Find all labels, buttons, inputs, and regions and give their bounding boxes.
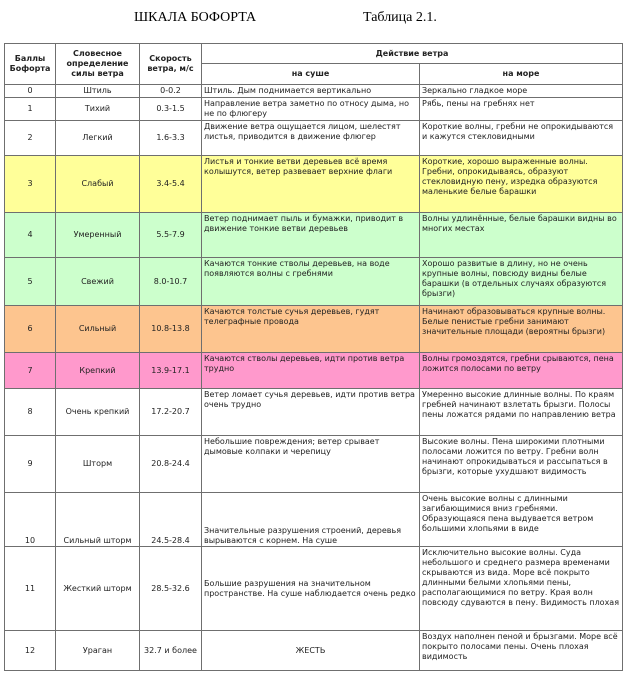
header-speed: Скорость ветра, м/с xyxy=(140,44,202,85)
sea-cell: Рябь, пены на гребнях нет xyxy=(420,98,623,121)
land-cell: Качаются стволы деревьев, идти против ветра трудно xyxy=(202,353,420,389)
table-row xyxy=(5,631,623,671)
ball-cell: 9 xyxy=(5,436,56,493)
name-cell: Умеренный xyxy=(56,213,140,258)
land-cell: Ветер поднимает пыль и бумажки, приводит в движение тонкие ветви деревьев xyxy=(202,213,420,258)
ball-cell: 0 xyxy=(5,85,56,98)
speed-cell: 13.9-17.1 xyxy=(140,353,202,389)
ball-cell: 2 xyxy=(5,121,56,156)
table-row xyxy=(5,306,623,353)
speed-cell: 0-0.2 xyxy=(140,85,202,98)
header-ball: Баллы Бофорта xyxy=(5,44,56,85)
table-label: Таблица 2.1. xyxy=(363,10,437,25)
ball-cell: 11 xyxy=(5,547,56,631)
table-row xyxy=(5,85,623,98)
table-row xyxy=(5,389,623,436)
name-cell: Легкий xyxy=(56,121,140,156)
name-cell: Тихий xyxy=(56,98,140,121)
ball-cell: 6 xyxy=(5,306,56,353)
page-bottom-edge xyxy=(0,686,627,690)
sea-cell: Очень высокие волны с длинными загибающимися вниз гребнями. Образующаяся пена выдувается ветром большими хлопьями в виде xyxy=(420,493,623,547)
table-row xyxy=(5,156,623,213)
name-cell: Свежий xyxy=(56,258,140,306)
sea-cell: Исключительно высокие волны. Суда небольшого и среднего размера временами скрываются из вида. Море всё покрыто длинными белыми хлопьями пены, располагающимися по ветру. Края волн повсюду сдуваются в пену. Видимость плохая xyxy=(420,547,623,631)
sea-cell: Высокие волны. Пена широкими плотными полосами ложится по ветру. Гребни волн начинают опрокидываться и рассыпаться в брызги, которые ухудшают видимость xyxy=(420,436,623,493)
speed-cell: 0.3-1.5 xyxy=(140,98,202,121)
ball-cell: 1 xyxy=(5,98,56,121)
beaufort-table xyxy=(4,43,623,671)
land-cell: Штиль. Дым поднимается вертикально xyxy=(202,85,420,98)
table-row xyxy=(5,213,623,258)
ball-cell: 3 xyxy=(5,156,56,213)
ball-cell: 10 xyxy=(5,493,56,547)
sea-cell: Волны громоздятся, гребни срываются, пена ложится полосами по ветру xyxy=(420,353,623,389)
sea-cell: Короткие волны, гребни не опрокидываются и кажутся стекловидными xyxy=(420,121,623,156)
name-cell: Штиль xyxy=(56,85,140,98)
table-row xyxy=(5,98,623,121)
sea-cell: Волны удлинённые, белые барашки видны во многих местах xyxy=(420,213,623,258)
sea-cell: Хорошо развитые в длину, но не очень крупные волны, повсюду видны белые барашки (в отдельных случаях образуются брызги) xyxy=(420,258,623,306)
sea-cell: Короткие, хорошо выраженные волны. Гребни, опрокидываясь, образуют стекловидную пену, изредка образуются маленькие белые барашки xyxy=(420,156,623,213)
speed-cell: 8.0-10.7 xyxy=(140,258,202,306)
ball-cell: 12 xyxy=(5,631,56,671)
table-row xyxy=(5,436,623,493)
table-row xyxy=(5,258,623,306)
ball-cell: 5 xyxy=(5,258,56,306)
name-cell: Очень крепкий xyxy=(56,389,140,436)
land-cell: ЖЕСТЬ xyxy=(202,631,420,671)
name-cell: Шторм xyxy=(56,436,140,493)
ball-cell: 8 xyxy=(5,389,56,436)
speed-cell: 5.5-7.9 xyxy=(140,213,202,258)
speed-cell: 3.4-5.4 xyxy=(140,156,202,213)
sea-cell: Зеркально гладкое море xyxy=(420,85,623,98)
speed-cell: 1.6-3.3 xyxy=(140,121,202,156)
speed-cell: 10.8-13.8 xyxy=(140,306,202,353)
header-action: Действие ветра xyxy=(202,44,623,64)
table-row xyxy=(5,353,623,389)
header-sea: на море xyxy=(420,64,623,85)
ball-cell: 4 xyxy=(5,213,56,258)
land-cell: Значительные разрушения строений, деревья вырываются с корнем. На суше xyxy=(202,493,420,547)
land-cell: Направление ветра заметно по относу дыма, но не по флюгеру xyxy=(202,98,420,121)
sea-cell: Воздух наполнен пеной и брызгами. Море всё покрыто полосами пены. Очень плохая видимость xyxy=(420,631,623,671)
speed-cell: 17.2-20.7 xyxy=(140,389,202,436)
document-title: ШКАЛА БОФОРТА xyxy=(134,10,257,25)
name-cell: Сильный xyxy=(56,306,140,353)
table-row xyxy=(5,547,623,631)
speed-cell: 32.7 и более xyxy=(140,631,202,671)
land-cell: Небольшие повреждения; ветер срывает дымовые колпаки и черепицу xyxy=(202,436,420,493)
speed-cell: 24.5-28.4 xyxy=(140,493,202,547)
land-cell: Ветер ломает сучья деревьев, идти против ветра очень трудно xyxy=(202,389,420,436)
table-header xyxy=(5,44,623,85)
sea-cell: Умеренно высокие длинные волны. По краям гребней начинают взлетать брызги. Полосы пены ложатся рядами по направлению ветра xyxy=(420,389,623,436)
ball-cell: 7 xyxy=(5,353,56,389)
name-cell: Крепкий xyxy=(56,353,140,389)
land-cell: Большие разрушения на значительном пространстве. На суше наблюдается очень редко xyxy=(202,547,420,631)
table-row xyxy=(5,493,623,547)
speed-cell: 28.5-32.6 xyxy=(140,547,202,631)
name-cell: Ураган xyxy=(56,631,140,671)
land-cell: Движение ветра ощущается лицом, шелестят листья, приводится в движение флюгер xyxy=(202,121,420,156)
name-cell: Жесткий шторм xyxy=(56,547,140,631)
speed-cell: 20.8-24.4 xyxy=(140,436,202,493)
land-cell: Качаются толстые сучья деревьев, гудят телеграфные провода xyxy=(202,306,420,353)
land-cell: Качаются тонкие стволы деревьев, на воде появляются волны с гребнями xyxy=(202,258,420,306)
header-name: Словесное определение силы ветра xyxy=(56,44,140,85)
name-cell: Слабый xyxy=(56,156,140,213)
table-row xyxy=(5,121,623,156)
name-cell: Сильный шторм xyxy=(56,493,140,547)
header-land: на суше xyxy=(202,64,420,85)
sea-cell: Начинают образовываться крупные волны. Белые пенистые гребни занимают значительные площади (вероятны брызги) xyxy=(420,306,623,353)
land-cell: Листья и тонкие ветви деревьев всё время колышутся, ветер развевает верхние флаги xyxy=(202,156,420,213)
